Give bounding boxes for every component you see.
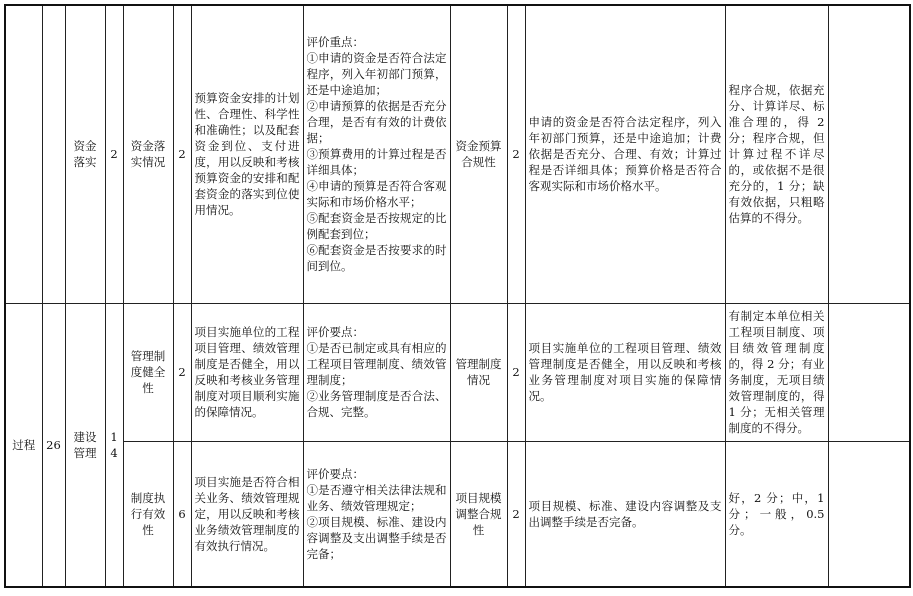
point-item: ③预算费用的计算过程是否详细具体； (306, 147, 447, 178)
table-row (5, 441, 910, 587)
evaluation-points-cell (303, 441, 450, 587)
point-item: ⑤配套资金是否按规定的比例配套到位； (306, 211, 447, 242)
extra-cell (828, 303, 910, 441)
level2-score-cell: 2 (105, 5, 123, 303)
indicator-score-cell: 2 (507, 5, 525, 303)
level3-cell: 资金落实情况 (123, 5, 173, 303)
point-item: ②项目规模、标准、建设内容调整及支出调整手续是否完备； (306, 514, 447, 561)
points-title: 评价要点： (306, 466, 364, 481)
point-item: ②业务管理制度是否合法、合规、完整。 (306, 389, 447, 419)
explanation-cell: 项目实施是否符合相关业务、绩效管理规定，用以反映和考核业务绩效管理制度的有效执行情况。 (191, 441, 303, 587)
level3-score-cell: 2 (173, 5, 191, 303)
scoring-standard-cell: 有制定本单位相关工程项目制度、项目绩效管理制度的，得 2 分；有业务制度，无项目绩效管理制度的，得 1 分；无相关管理制度的不得分。 (725, 303, 828, 441)
point-item: ①申请的资金是否符合法定程序，列入年初部门预算，还是中途追加； (306, 51, 447, 98)
level2-score-cell: 14 (105, 303, 123, 587)
points-title: 评价重点： (306, 35, 364, 50)
level1-cell (5, 5, 42, 303)
point-item: ④申请的预算是否符合客观实际和市场价格水平； (306, 179, 447, 210)
level3-cell: 管理制度健全性 (123, 303, 173, 441)
point-item: ①是否遵守相关法律法规和业务、绩效管理规定； (306, 482, 447, 513)
table-row (5, 303, 910, 441)
indicator-cell: 项目规模调整合规性 (450, 441, 507, 587)
scoring-standard-cell: 好，2 分；中，1 分；一般，0.5 分。 (725, 441, 828, 587)
extra-cell (828, 441, 910, 587)
scoring-standard-cell: 程序合规，依据充分、计算详尽、标准合理的，得 2 分；程序合规，但计算过程不详尽的，或依据不是很充分的，1 分；缺有效依据，只粗略估算的不得分。 (725, 5, 828, 303)
indicator-cell: 资金预算合规性 (450, 5, 507, 303)
level1-cell: 过程 (5, 303, 42, 587)
point-item: ②申请预算的依据是否充分合理，是否有有效的计费依据； (306, 99, 447, 146)
level2-cell: 建设管理 (65, 303, 105, 587)
level3-score-cell: 2 (173, 303, 191, 441)
evaluation-points-cell (303, 5, 450, 303)
indicator-content-cell: 项目实施单位的工程项目管理、绩效管理制度是否健全，用以反映和考核业务管理制度对项目实施的保障情况。 (525, 303, 725, 441)
level1-score-cell (42, 5, 65, 303)
indicator-score-cell: 2 (507, 303, 525, 441)
level1-score-cell: 26 (42, 303, 65, 587)
points-title: 评价要点： (306, 325, 364, 339)
point-item: ⑥配套资金是否按要求的时间到位。 (306, 243, 447, 274)
table-row (5, 5, 910, 303)
indicator-cell: 管理制度情况 (450, 303, 507, 441)
indicator-content-cell: 申请的资金是否符合法定程序，列入年初部门预算，还是中途追加；计费依据是否充分、合理、有效；计算过程是否详细具体；预算价格是否符合客观实际和市场价格水平。 (525, 5, 725, 303)
level3-score-cell: 6 (173, 441, 191, 587)
extra-cell (828, 5, 910, 303)
point-item: ①是否已制定或具有相应的工程项目管理制度、绩效管理制度； (306, 341, 447, 387)
level2-cell: 资金落实 (65, 5, 105, 303)
indicator-score-cell: 2 (507, 441, 525, 587)
indicator-content-cell: 项目规模、标准、建设内容调整及支出调整手续是否完备。 (525, 441, 725, 587)
evaluation-points-cell (303, 303, 450, 441)
explanation-cell: 预算资金安排的计划性、合理性、科学性和准确性；以及配套资金到位、支付进度，用以反映和考核预算资金的安排和配套资金的落实到位使用情况。 (191, 5, 303, 303)
level3-cell: 制度执行有效性 (123, 441, 173, 587)
evaluation-indicator-table (4, 4, 911, 588)
explanation-cell: 项目实施单位的工程项目管理、绩效管理制度是否健全，用以反映和考核业务管理制度对项目顺利实施的保障情况。 (191, 303, 303, 441)
